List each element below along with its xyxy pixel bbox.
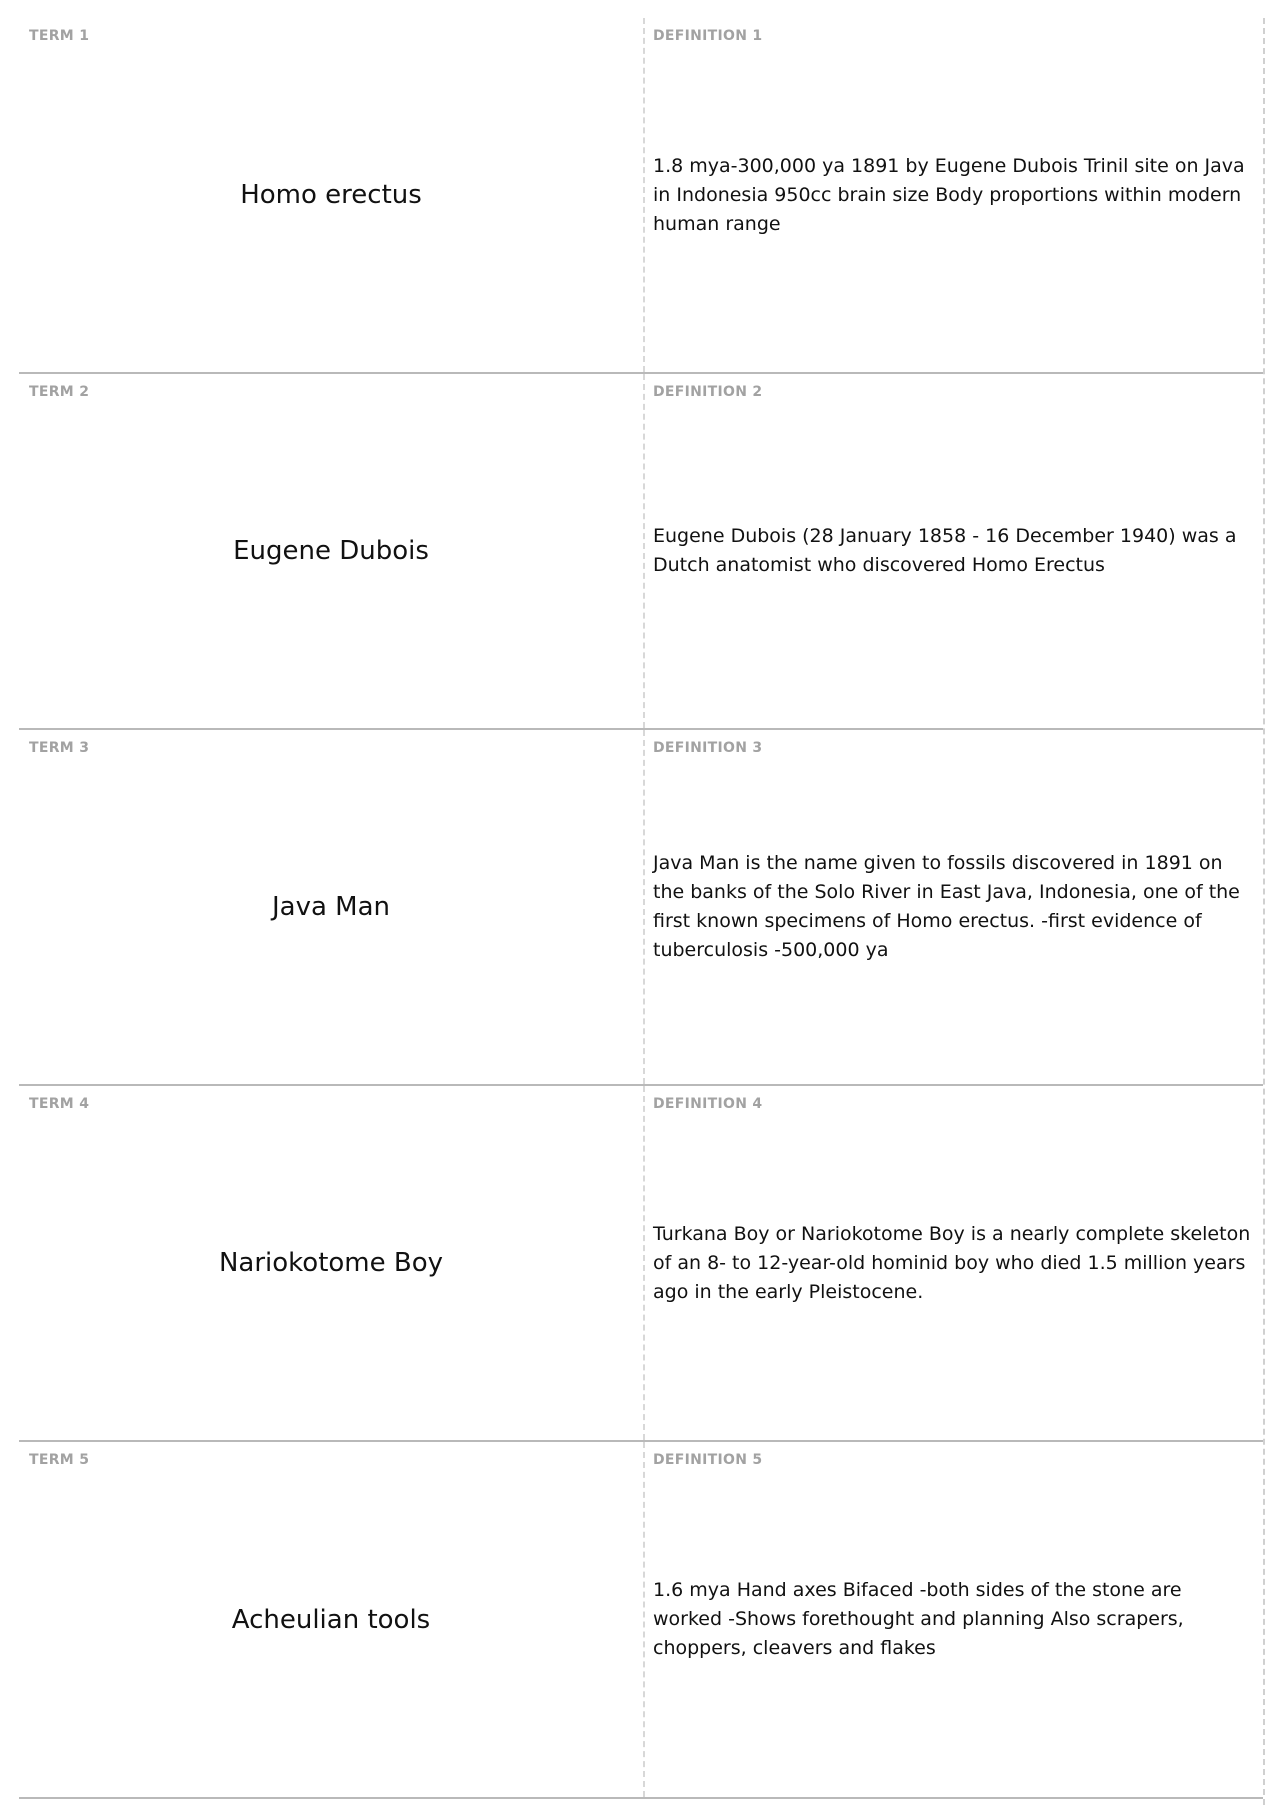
definition-label: DEFINITION 1 bbox=[653, 28, 763, 44]
definition-label: DEFINITION 2 bbox=[653, 384, 763, 400]
term-text bbox=[19, 18, 643, 372]
term-value: Eugene Dubois bbox=[233, 536, 429, 566]
definition-label: DEFINITION 4 bbox=[653, 1096, 763, 1112]
term-label: TERM 4 bbox=[29, 1096, 90, 1112]
flashcard-row bbox=[19, 18, 1263, 374]
definition-value: 1.8 mya-300,000 ya 1891 by Eugene Dubois Trinil site on Java in Indonesia 950cc brain size Body proportions within modern human range bbox=[653, 154, 1245, 235]
term-label: TERM 1 bbox=[29, 28, 90, 44]
flashcard-row bbox=[19, 1442, 1263, 1799]
term-value: Nariokotome Boy bbox=[218, 1248, 444, 1278]
term-label: TERM 3 bbox=[29, 740, 90, 756]
term-value: Acheulian tools bbox=[231, 1604, 431, 1635]
flashcard-row bbox=[19, 374, 1263, 730]
definition-value: 1.6 mya Hand axes Bifaced -both sides of the stone are worked -Shows forethought and planning Also scrapers, choppers, cleavers and flakes bbox=[653, 1579, 1184, 1659]
term-value: Java Man bbox=[271, 892, 391, 922]
flashcard-sheet bbox=[19, 18, 1265, 1805]
term-text bbox=[19, 1086, 643, 1440]
definition-value: Java Man is the name given to fossils discovered in 1891 on the banks of the Solo River in East Java, Indonesia, one of the first known specimens of Homo erectus. -first evidence of tuberculosis -500,000 ya bbox=[653, 852, 1240, 961]
definition-text bbox=[653, 18, 1253, 372]
fold-line bbox=[643, 374, 645, 728]
definition-text bbox=[653, 1086, 1253, 1440]
term-text bbox=[19, 1442, 643, 1797]
term-label: TERM 5 bbox=[29, 1452, 90, 1468]
definition-text bbox=[653, 374, 1253, 728]
fold-line bbox=[643, 1086, 645, 1440]
flashcard-row bbox=[19, 1086, 1263, 1442]
definition-label: DEFINITION 3 bbox=[653, 740, 763, 756]
definition-value: Turkana Boy or Nariokotome Boy is a nearly complete skeleton of an 8- to 12-year-old hominid boy who died 1.5 million years ago in the early Pleistocene. bbox=[653, 1222, 1251, 1303]
fold-line bbox=[643, 730, 645, 1084]
flashcard-row bbox=[19, 730, 1263, 1086]
term-text bbox=[19, 374, 643, 728]
definition-text bbox=[653, 730, 1253, 1084]
term-label: TERM 2 bbox=[29, 384, 90, 400]
fold-line bbox=[643, 18, 645, 372]
term-value: Homo erectus bbox=[240, 180, 422, 210]
definition-text bbox=[653, 1442, 1253, 1797]
term-text bbox=[19, 730, 643, 1084]
fold-line bbox=[643, 1442, 645, 1797]
definition-label: DEFINITION 5 bbox=[653, 1452, 763, 1468]
definition-value: Eugene Dubois (28 January 1858 - 16 December 1940) was a Dutch anatomist who discovered Homo Erectus bbox=[653, 525, 1237, 576]
